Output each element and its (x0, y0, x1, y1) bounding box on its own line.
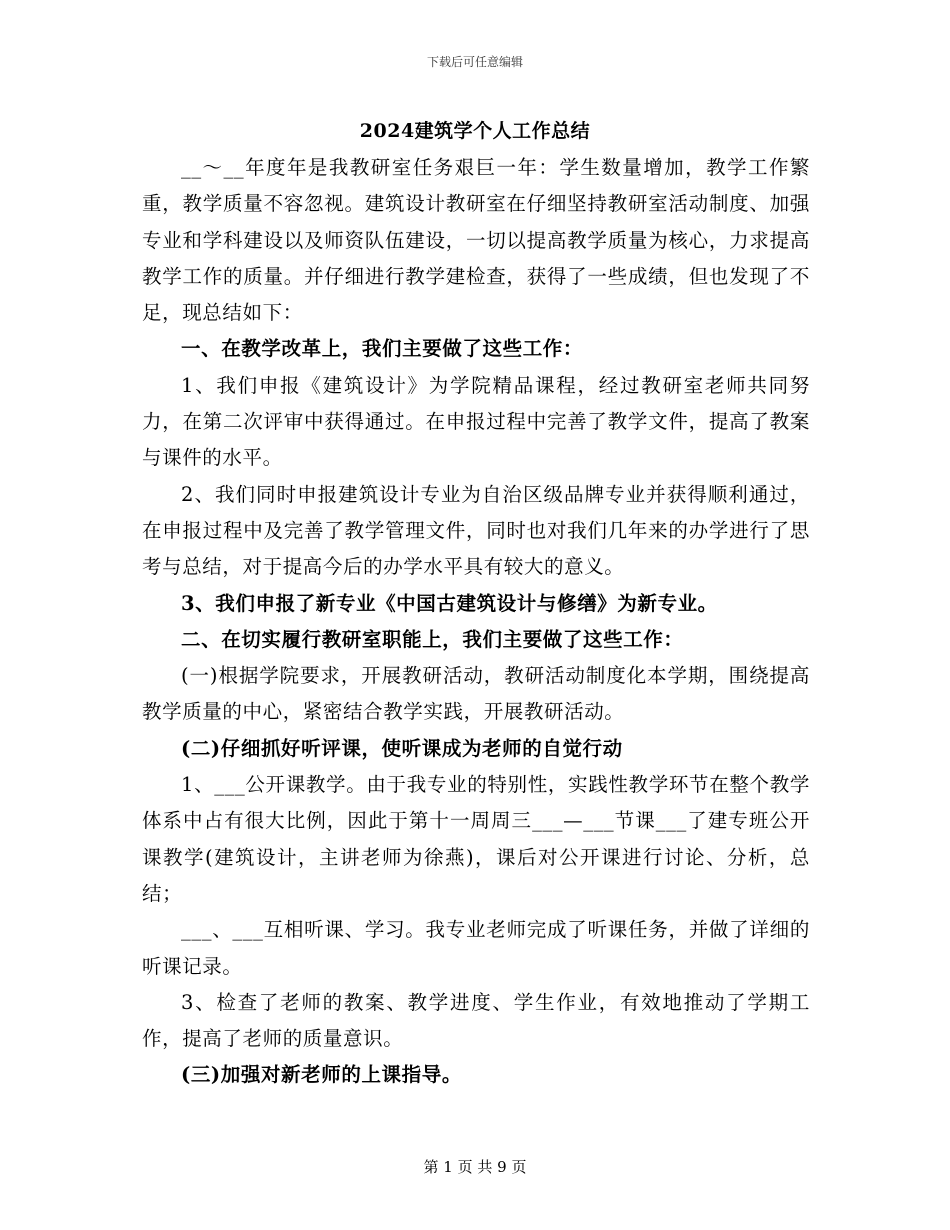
reform-item-3: 3、我们申报了新专业《中国古建筑设计与修缮》为新专业。 (181, 591, 718, 615)
section-heading-teaching-reform: 一、在教学改革上，我们主要做了这些工作： (181, 337, 584, 361)
lecture-item-2: ___、___互相听课、学习。我专业老师完成了听课任务，并做了详细的听课记录。 (142, 918, 810, 978)
document-body (142, 150, 810, 1094)
duties-item-1: (一)根据学院要求，开展教研活动，教研活动制度化本学期，围绕提高教学质量的中心，紧密结合教学实践，开展教研活动。 (142, 664, 810, 724)
reform-item-1: 1、我们申报《建筑设计》为学院精品课程，经过教研室老师共同努力，在第二次评审中获得通过。在申报过程中完善了教学文件，提高了教案与课件的水平。 (142, 373, 810, 470)
duties-subheading-2: (二)仔细抓好听评课，使听课成为老师的自觉行动 (181, 736, 623, 760)
section-heading-office-duties: 二、在切实履行教研室职能上，我们主要做了这些工作： (181, 627, 684, 651)
page-indicator: 第 1 页 共 9 页 (423, 1158, 527, 1176)
reform-item-2: 2、我们同时申报建筑设计专业为自治区级品牌专业并获得顺利通过，在申报过程中及完善了教学管理文件，同时也对我们几年来的办学进行了思考与总结，对于提高今后的办学水平具有较大的意义。 (142, 482, 810, 579)
intro-paragraph: __～__年度年是我教研室任务艰巨一年：学生数量增加，教学工作繁重，教学质量不容忽视。建筑设计教研室在仔细坚持教研室活动制度、加强专业和学科建设以及师资队伍建设，一切以提高教学质量为核心，力求提高教学工作的质量。并仔细进行教学建检查，获得了一些成绩，但也发现了不足，现总结如下： (142, 156, 810, 325)
document-title: 2024建筑学个人工作总结 (359, 120, 591, 142)
lecture-item-3: 3、检查了老师的教案、教学进度、学生作业，有效地推动了学期工作，提高了老师的质量意识。 (142, 990, 810, 1051)
duties-subheading-3: (三)加强对新老师的上课指导。 (181, 1063, 462, 1087)
header-note: 下载后可任意编辑 (426, 55, 523, 69)
lecture-item-1: 1、___公开课教学。由于我专业的特别性，实践性教学环节在整个教学体系中占有很大比例，因此于第十一周周三___—___节课___了建专班公开课教学(建筑设计，主讲老师为徐燕)，课后对公开课进行讨论、分析，总结； (142, 773, 810, 905)
